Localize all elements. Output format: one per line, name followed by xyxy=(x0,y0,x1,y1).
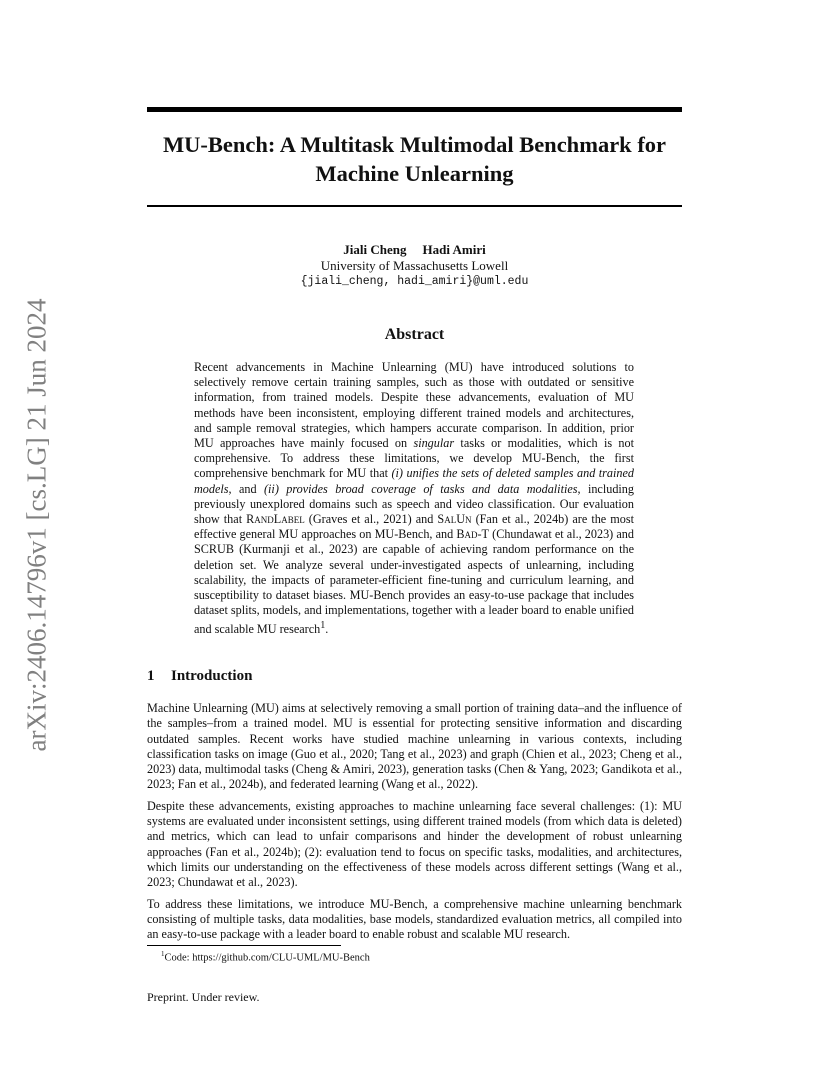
method-bad-t: Bad-T xyxy=(456,527,489,542)
author-affiliation: University of Massachusetts Lowell xyxy=(320,258,509,273)
footnote-text[interactable]: Code: https://github.com/CLU-UML/MU-Bench xyxy=(164,952,370,964)
section-heading-introduction xyxy=(147,668,252,685)
author-name-2: Hadi Amiri xyxy=(422,242,486,257)
abstract-emph-unifies: (i) unifies the sets of deleted samples and trained models xyxy=(194,466,634,496)
abstract-emph-singular: singular xyxy=(413,436,455,451)
author-name-1: Jiali Cheng xyxy=(343,242,407,257)
title-line-2: Machine Unlearning xyxy=(315,161,514,186)
title-rule-bottom xyxy=(147,205,682,207)
abstract-text: Recent advancements in Machine Unlearning (MU) have introduced solutions to selectively remove certain training samples, such as those with outdated or sensitive information, from trained models. Despite these advancements, evaluation of MU methods have been inconsistent, employing different trained models and architectures, and sample removal strategies, which hampers accurate comparison. In addition, prior MU approaches have mainly focused on singular tasks or modalities, which is not comprehensive. To address these limitations, we develop MU-Bench, the first comprehensive benchmark for MU that (i) unifies the sets of deleted samples and trained models, and (ii) provides broad coverage of tasks and data modalities, including previously unexplored domains such as speech and video classification. Our evaluation show that RandLabel (Graves et al., 2021) and SalUn (Fan et al., 2024b) are the most effective general MU approaches on MU-Bench, and Bad-T (Chundawat et al., 2023) and SCRUB (Kurmanji et al., 2023) are capable of achieving random performance on the deletion set. We analyze several under-investigated aspects of unlearning, including scalability, the impacts of parameter-efficient fine-tuning and curriculum learning, and susceptibility to dataset biases. MU-Bench provides an easy-to-use package that includes dataset splits, models, and implementations, together with a leader board to enable unified and scalable MU research$^1$. xyxy=(194,360,634,637)
footnote-mark: 1 xyxy=(161,950,165,958)
author-block xyxy=(147,242,682,290)
abstract-heading: Abstract xyxy=(384,326,445,343)
preprint-notice: Preprint. Under review. xyxy=(147,990,260,1004)
method-salun: SalUn xyxy=(437,512,472,527)
title-line-1: MU-Bench: A Multitask Multimodal Benchmark for xyxy=(162,132,667,157)
footnote-rule xyxy=(147,945,341,946)
introduction-body xyxy=(147,701,682,948)
author-email: {jiali_cheng, hadi_amiri}@uml.edu xyxy=(300,275,529,288)
arxiv-identifier: arXiv:2406.14796v1 [cs.LG] 21 Jun 2024 xyxy=(21,298,52,752)
intro-paragraph-2: Despite these advancements, existing approaches to machine unlearning face several challenges: (1): MU systems are evaluated under inconsistent settings, using different trained models (from which data is deleted) and metrics, which can lead to unfair comparisons and hinder the development of robust unlearning approaches (Fan et al., 2024b); (2): evaluation tend to focus on specific tasks, modalities, and architectures, which limits our understanding on the effectiveness of these models across different settings (Wang et al., 2023; Chundawat et al., 2023). xyxy=(147,798,682,890)
intro-paragraph-3: To address these limitations, we introduce MU-Bench, a comprehensive machine unlearning benchmark consisting of multiple tasks, data modalities, base models, standardized evaluation metrics, all compiled into an easy-to-use package with a leader board to enable robust and scalable MU research. xyxy=(147,896,682,942)
footnote-ref[interactable]: 1 xyxy=(320,620,326,632)
method-randlabel: RandLabel xyxy=(246,512,305,527)
intro-paragraph-1: Machine Unlearning (MU) aims at selectively removing a small portion of training data–and the influence of the samples–from a trained model. MU is essential for protecting sensitive information and discarding outdated samples. Recent works have studied machine unlearning in various contexts, including classification tasks on image (Guo et al., 2020; Tang et al., 2023) and graph (Chien et al., 2023; Cheng et al., 2023) data, multimodal tasks (Cheng & Amiri, 2023), generation tasks (Chen & Yang, 2023; Gandikota et al., 2023; Fan et al., 2024b), and federated learning (Wang et al., 2022). xyxy=(147,701,682,792)
title-rule-top xyxy=(147,107,682,112)
paper-title xyxy=(147,130,682,188)
abstract-emph-coverage: (ii) provides broad coverage of tasks and data modalities xyxy=(263,481,578,496)
section-title: Introduction xyxy=(171,668,253,684)
section-number: 1 xyxy=(147,668,155,684)
footnote xyxy=(147,950,682,964)
author-names xyxy=(147,242,682,258)
